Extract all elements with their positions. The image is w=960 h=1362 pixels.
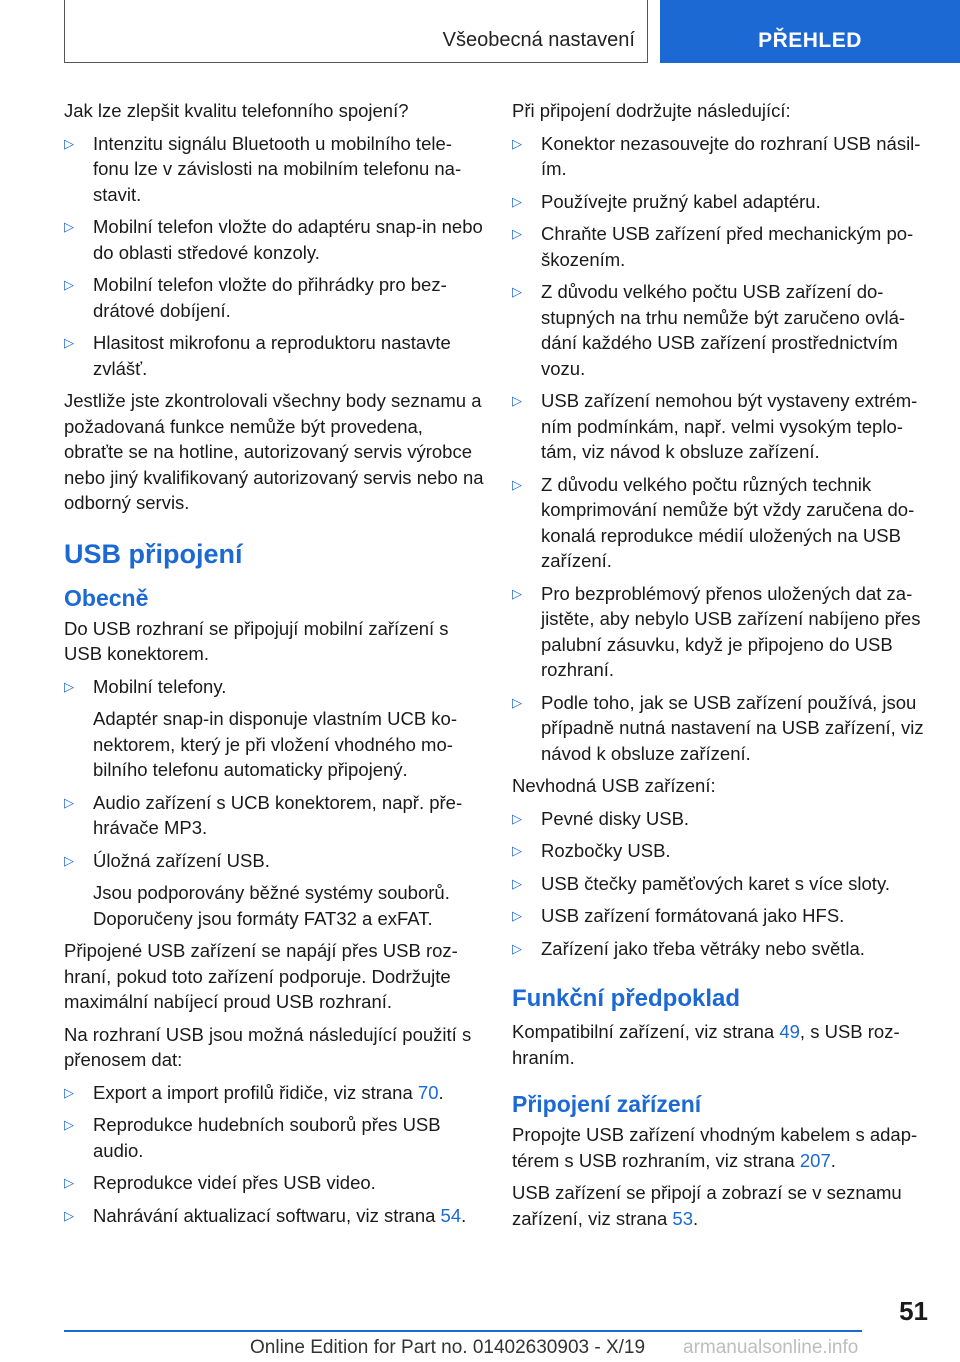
unsuitable-intro: Nevhodná USB zařízení:	[512, 775, 716, 796]
triangle-bullet-icon: ▷	[64, 219, 74, 234]
watermark: armanualsonline.info	[683, 1337, 859, 1358]
tips-list	[64, 131, 484, 382]
uses-list	[64, 1080, 484, 1229]
chapter-title: Všeobecná nastavení	[442, 29, 635, 51]
page-number: 51	[899, 1296, 928, 1326]
list-item: ▷ Hlasitost mikrofonu a reproduktoru nastavte zvlášť.	[64, 332, 451, 379]
notes-list	[512, 131, 928, 767]
connect-title: Připojení zařízení	[512, 1091, 702, 1117]
unsuitable-list	[512, 806, 928, 962]
left-column	[64, 98, 484, 1235]
triangle-bullet-icon: ▷	[64, 135, 74, 151]
triangle-bullet-icon: ▷	[512, 585, 522, 601]
list-item: ▷ Pevné disky USB.	[512, 807, 690, 829]
triangle-bullet-icon: ▷	[64, 794, 74, 810]
list-item: ▷ Z důvodu velkého počtu USB zařízení do-stupných na trhu nemůže být zaručeno ovlá-dání každého USB zařízení prostřednictvím vozu.	[512, 281, 906, 379]
triangle-bullet-icon: ▷	[512, 843, 522, 858]
uses-intro: Na rozhraní USB jsou možná následující použití s přenosem dat:	[64, 1023, 472, 1070]
section-tab-label: PŘEHLED	[758, 29, 862, 52]
list-item: ▷ Zařízení jako třeba větráky nebo světla.	[512, 937, 865, 959]
list-item: ▷ Chraňte USB zařízení před mechanickým po-škozením.	[512, 223, 914, 270]
triangle-bullet-icon: ▷	[64, 1207, 74, 1223]
power-paragraph: Připojené USB zařízení se napájí přes USB roz-hraní, pokud toto zařízení podporuje. Dodržujte maximální nabíjecí proud USB rozhraní.	[64, 940, 458, 1012]
page-link[interactable]: 54	[440, 1204, 462, 1226]
triangle-bullet-icon: ▷	[512, 875, 522, 891]
triangle-bullet-icon: ▷	[512, 193, 522, 209]
notes-intro: Při připojení dodržujte následující:	[512, 100, 791, 121]
list-item: ▷ Audio zařízení s UCB konektorem, např. pře-hrávače MP3.	[64, 791, 463, 838]
section-tab[interactable]	[660, 0, 960, 63]
list-item: ▷ USB zařízení nemohou být vystaveny extrém-ním podmínkám, např. velmi vysokým teplo-tám, viz návod k obsluze zařízení.	[512, 390, 918, 462]
list-item: ▷ Pro bezproblémový přenos uložených dat za-jistěte, aby nebylo USB zařízení nabíjeno přes palubní zásuvku, když je připojeno do USB rozhraní.	[512, 582, 921, 680]
triangle-bullet-icon: ▷	[512, 226, 522, 241]
footer-divider	[64, 1330, 862, 1332]
page-link[interactable]: 207	[799, 1149, 831, 1171]
question-intro: Jak lze zlepšit kvalitu telefonního spojení?	[64, 100, 409, 121]
list-item: ▷ Rozbočky USB.	[512, 840, 671, 861]
triangle-bullet-icon: ▷	[64, 335, 74, 350]
list-item: ▷ Konektor nezasouvejte do rozhraní USB násil-ím.	[512, 132, 921, 179]
list-item: ▷ Z důvodu velkého počtu různých technik komprimování nemůže být vždy zaručena do-konalá reprodukce médií uložených na USB zařízení.	[512, 473, 915, 571]
triangle-bullet-icon: ▷	[64, 277, 74, 292]
triangle-bullet-icon: ▷	[512, 135, 522, 151]
list-item: ▷ Intenzitu signálu Bluetooth u mobilního tele-fonu lze v závislosti na mobilním telefonu na-stavit.	[64, 132, 462, 205]
list-text: USB zařízení se připojí a zobrazí se v seznamu zařízení, viz strana 53.	[512, 1182, 902, 1229]
hotline-paragraph: Jestliže jste zkontrolovali všechny body seznamu a požadovaná funkce nemůže být provedena, obraťte se na hotline, autorizovaný servis výrobce nebo jiný kvalifikovaný autorizovaný servis nebo na odborný servis.	[64, 390, 484, 513]
general-intro: Do USB rozhraní se připojují mobilní zařízení s USB konektorem.	[64, 617, 449, 664]
requirement-text: Kompatibilní zařízení, viz strana 49, s USB roz-hraním.	[512, 1021, 900, 1068]
list-item: ▷ Podle toho, jak se USB zařízení používá, jsou případně nutná nastavení na USB zařízení, viz návod k obsluze zařízení.	[512, 691, 924, 764]
requirement-title: Funkční předpoklad	[512, 985, 741, 1012]
page-link[interactable]: 49	[779, 1021, 800, 1042]
triangle-bullet-icon: ▷	[64, 678, 74, 694]
usb-section-title: USB připojení	[64, 538, 243, 569]
triangle-bullet-icon: ▷	[512, 284, 522, 299]
list-item: ▷ Nahrávání aktualizací softwaru, viz strana 54.	[64, 1204, 467, 1226]
triangle-bullet-icon: ▷	[512, 694, 522, 710]
chapter-header	[64, 0, 648, 63]
list-item: ▷ Reprodukce videí přes USB video.	[64, 1172, 376, 1193]
list-item: ▷ Používejte pružný kabel adaptéru.	[512, 190, 821, 212]
page-link[interactable]: 70	[417, 1081, 439, 1103]
triangle-bullet-icon: ▷	[512, 476, 522, 492]
triangle-bullet-icon: ▷	[512, 908, 522, 923]
list-item: ▷ Export a import profilů řidiče, viz strana 70.	[64, 1081, 444, 1103]
list-item: ▷ USB zařízení formátovaná jako HFS.	[512, 905, 845, 926]
page-link[interactable]: 53	[672, 1207, 693, 1229]
list-item: ▷ Úložná zařízení USB. Jsou podporovány běžné systémy souborů. Doporučeny jsou formáty FAT32 a exFAT.	[64, 849, 450, 929]
triangle-bullet-icon: ▷	[64, 852, 74, 868]
triangle-bullet-icon: ▷	[512, 940, 522, 956]
list-item: ▷ Mobilní telefon vložte do adaptéru snap-in nebo do oblasti středové konzoly.	[64, 216, 483, 263]
right-column	[512, 98, 928, 1238]
footer-edition: Online Edition for Part no. 01402630903 - X/19	[250, 1337, 646, 1358]
device-list	[64, 674, 484, 932]
list-item: ▷ Mobilní telefony. Adaptér snap-in disponuje vlastním UCB ko-nektorem, který je při vložení vhodného mo-bilního telefonu automaticky připojený.	[64, 675, 458, 780]
triangle-bullet-icon: ▷	[64, 1175, 74, 1190]
triangle-bullet-icon: ▷	[512, 393, 522, 408]
general-subtitle: Obecně	[64, 584, 149, 611]
list-item: ▷ USB čtečky paměťových karet s více sloty.	[512, 872, 890, 894]
triangle-bullet-icon: ▷	[64, 1117, 74, 1132]
connect-text: Propojte USB zařízení vhodným kabelem s adap-térem s USB rozhraním, viz strana 207.	[512, 1124, 918, 1171]
triangle-bullet-icon: ▷	[512, 810, 522, 826]
triangle-bullet-icon: ▷	[64, 1084, 74, 1100]
list-item: ▷ Mobilní telefon vložte do přihrádky pro bez-drátové dobíjení.	[64, 274, 447, 321]
list-item: ▷ Reprodukce hudebních souborů přes USB audio.	[64, 1114, 441, 1161]
